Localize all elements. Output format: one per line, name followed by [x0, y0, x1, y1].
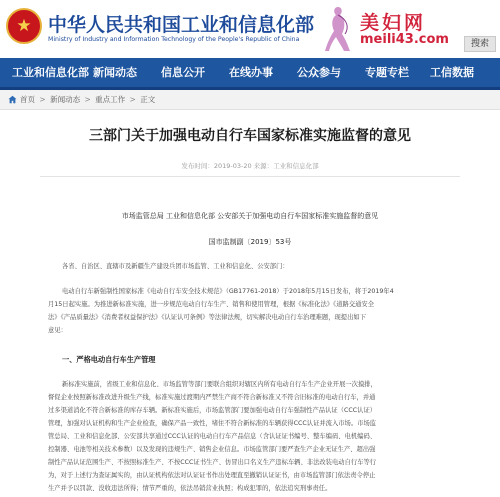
breadcrumb-item-current: 正文 [140, 95, 156, 104]
breadcrumb-separator: > [84, 95, 91, 104]
intro-line: 法》《产品质量法》《消费者权益保护法》《认证认可条例》等法律法规，切实解决电动自行车治理难题，现提出如下 [48, 314, 366, 321]
body-line: 管总局、工业和信息化部、公安部共享通过CCC认证的电动自行车产品信息（含认证证书编号、整车编码、电机编码、 [48, 433, 377, 440]
body-line: 新标准实施前，省级工业和信息化、市场监管等部门要联合组织对辖区内所有电动自行车生产企业开展一次摸排， [62, 381, 377, 388]
breadcrumb-item-home[interactable]: 首页 [20, 95, 35, 104]
site-header [0, 0, 500, 58]
search-button[interactable]: 搜索 [464, 36, 496, 52]
main-nav [0, 58, 500, 90]
national-emblem-icon[interactable] [6, 8, 42, 44]
breadcrumb-trail [20, 90, 155, 109]
site-title[interactable]: 中华人民共和国工业和信息化部 [48, 14, 315, 36]
nav-item-public-participation[interactable]: 公众参与 [297, 66, 341, 79]
site-subtitle: Ministry of Industry and Information Technology of the People's Republic of China [48, 36, 300, 43]
intro-line: 月15日起实施。为推进新标准实施，进一步规范电动自行车生产、销售和使用管理，根据《标准化法》《道路交通安全 [48, 301, 375, 308]
nav-item-online-services[interactable]: 在线办事 [229, 66, 273, 79]
body-line: 生产并予以罚款、没收违法所得；情节严重的，依法吊销营业执照；构成犯罪的，依法追究刑事责任。 [48, 485, 332, 492]
addressee: 各省、自治区、直辖市及新疆生产建设兵团市场监管、工业和信息化、公安部门： [62, 263, 289, 270]
breadcrumb-separator: > [129, 95, 136, 104]
body-line: 过多渠道消化不符合新标准的库存车辆。新标准实施后，市场监管部门要加强电动自行车强制性产品认证（CCC认证） [48, 407, 377, 414]
body-line: 为，对于上述行为查证属实的，由认证机构依法对认证证书作出处理直至撤销认证证书，由市场监管部门依法责令停止 [48, 472, 376, 479]
home-icon [8, 95, 17, 104]
breadcrumb-item-key-work[interactable]: 重点工作 [95, 95, 126, 104]
intro-line: 意见： [48, 327, 67, 334]
issuing-agencies: 市场监管总局 工业和信息化部 公安部关于加强电动自行车国家标准实施监督的意见 [121, 212, 379, 220]
article-title: 三部门关于加强电动自行车国家标准实施监督的意见 [89, 128, 411, 144]
article-meta: 发布时间：2019-03-20 来源：工业和信息化部 [181, 162, 319, 170]
emblem-star: ★ [16, 15, 32, 36]
breadcrumb [0, 90, 500, 110]
silhouette-figure-icon [324, 4, 352, 52]
breadcrumb-separator: > [39, 95, 46, 104]
body-line: 督促企业按照新标准改进升级生产线，标准实施过渡期内严禁生产商不符合新标准又不符合旧标准的电动自行车，并通 [48, 394, 376, 401]
watermark-url: meili43.com [360, 32, 449, 47]
watermark-name: 美妇网 [360, 12, 427, 34]
nav-item-news[interactable]: 新闻动态 [93, 66, 137, 79]
section-heading: 一、严格电动自行车生产管理 [62, 355, 156, 364]
document-number: 国市监制副〔2019〕53号 [208, 238, 292, 246]
nav-item-data[interactable]: 工信数据 [430, 66, 474, 79]
body-line: 管理，加强对认证机构和生产企业检查，确保产品一致性，堵住不符合新标准的车辆获得CCC认证并流入市场。市场监 [48, 420, 377, 427]
nav-item-disclosure[interactable]: 信息公开 [161, 66, 205, 79]
body-line: 控制器、电池等相关技术参数）以及发现的违规生产、销售企业信息。市场监管部门要严查生产企业无证生产、超出强 [48, 446, 376, 453]
nav-item-topics[interactable]: 专题专栏 [365, 66, 409, 79]
nav-item-ministry[interactable]: 工业和信息化部 [12, 66, 89, 79]
intro-line: 电动自行车新强制性国家标准《电动自行车安全技术规范》（GB17761-2018）于2018年5月15日发布，将于2019年4 [62, 288, 394, 295]
breadcrumb-item-news[interactable]: 新闻动态 [50, 95, 81, 104]
body-line: 制性产品认证范围生产、不按照标准生产、不按CCC证书生产、仿冒出口名义生产违标车辆、非法改装电动自行车等行 [48, 459, 377, 466]
divider [40, 176, 460, 177]
